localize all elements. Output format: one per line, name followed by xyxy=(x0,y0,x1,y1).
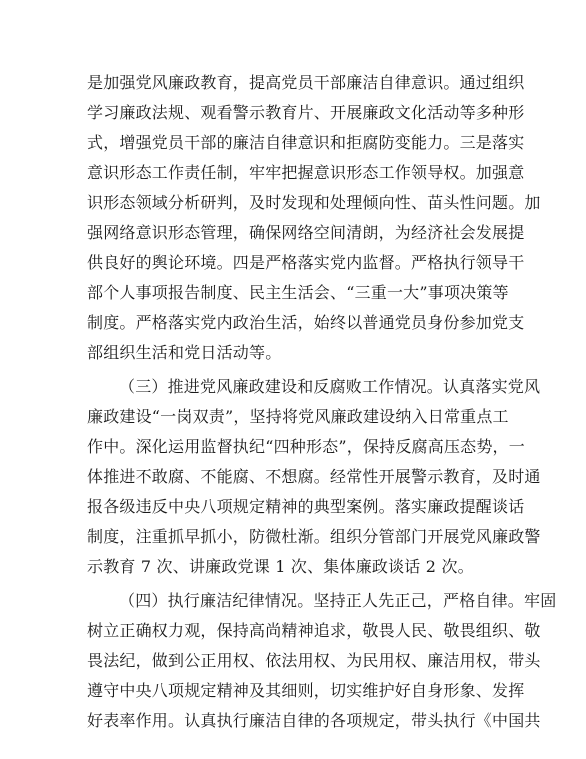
text-line: 廉政建设“一岗双责”，坚持将党风廉政建设纳入日常重点工 xyxy=(87,407,509,426)
paragraph-3 xyxy=(87,586,557,736)
text-line: 畏法纪，做到公正用权、依法用权、为民用权、廉洁用权，带头 xyxy=(87,651,541,670)
text-line: 式，增强党员干部的廉洁自律意识和拒腐防变能力。三是落实 xyxy=(87,133,525,152)
text-line: 遵守中央八项规定精神及其细则，切实维护好自身形象、发挥 xyxy=(87,681,525,700)
section-heading-line: （三）推进党风廉政建设和反腐败工作情况。认真落实党风 xyxy=(119,377,541,396)
paragraph-1 xyxy=(87,68,541,368)
text-line: 学习廉政法规、观看警示教育片、开展廉政文化活动等多种形 xyxy=(87,103,525,122)
paragraph-2 xyxy=(87,372,541,582)
text-line: 好表率作用。认真执行廉洁自律的各项规定，带头执行《中国共 xyxy=(87,711,541,730)
text-line: 体推进不敢腐、不能腐、不想腐。经常性开展警示教育，及时通 xyxy=(87,467,541,486)
text-line: 制度。严格落实党内政治生活，始终以普通党员身份参加党支 xyxy=(87,313,525,332)
text-line: 供良好的舆论环境。四是严格落实党内监督。严格执行领导干 xyxy=(87,253,525,272)
section-heading-line: （四）执行廉洁纪律情况。坚持正人先正己，严格自律。牢固 xyxy=(119,591,557,610)
text-line: 报各级违反中央八项规定精神的典型案例。落实廉政提醒谈话 xyxy=(87,497,525,516)
text-line: 制度，注重抓早抓小，防微杜渐。组织分管部门开展党风廉政警 xyxy=(87,527,541,546)
document-body xyxy=(87,68,557,736)
text-line: 树立正确权力观，保持高尚精神追求，敬畏人民、敬畏组织、敬 xyxy=(87,621,541,640)
text-line: 作中。深化运用监督执纪“四种形态”，保持反腐高压态势，一 xyxy=(87,437,525,456)
text-line: 示教育 7 次、讲廉政党课 1 次、集体廉政谈话 2 次。 xyxy=(87,557,474,576)
text-line: 部组织生活和党日活动等。 xyxy=(87,343,282,362)
text-line: 意识形态工作责任制，牢牢把握意识形态工作领导权。加强意 xyxy=(87,163,525,182)
text-line: 识形态领域分析研判，及时发现和处理倾向性、苗头性问题。加 xyxy=(87,193,541,212)
text-line: 强网络意识形态管理，确保网络空间清朗，为经济社会发展提 xyxy=(87,223,525,242)
text-line: 部个人事项报告制度、民主生活会、“三重一大”事项决策等 xyxy=(87,283,509,302)
text-line: 是加强党风廉政教育，提高党员干部廉洁自律意识。通过组织 xyxy=(87,73,525,92)
